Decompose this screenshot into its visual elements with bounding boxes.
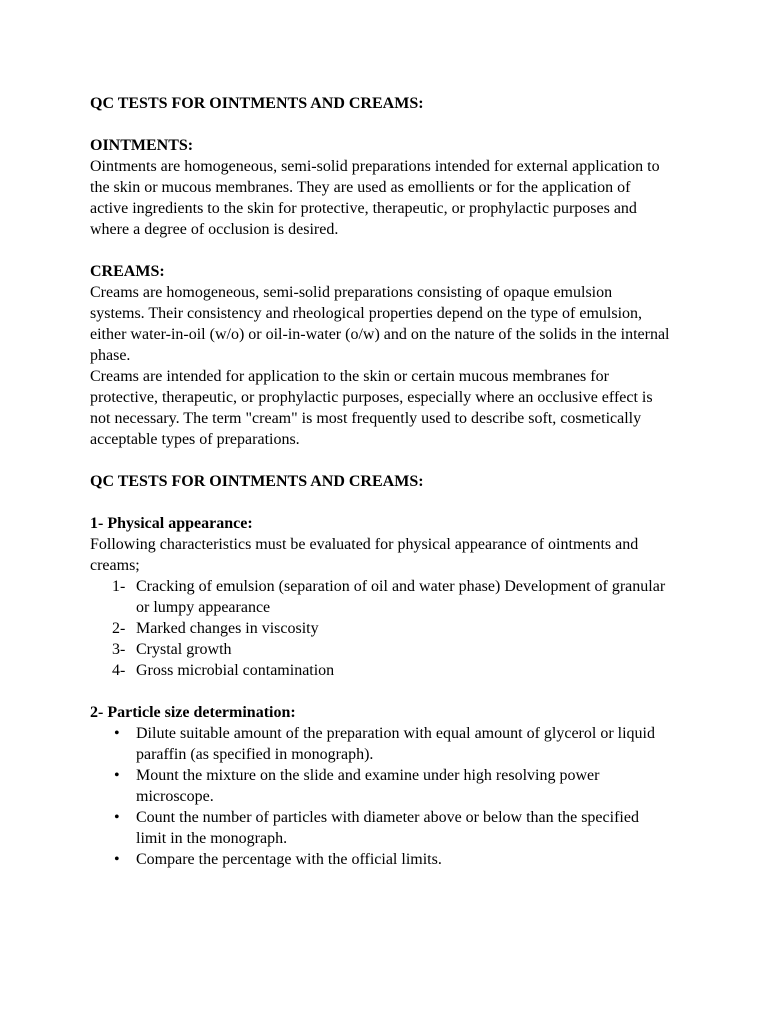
spacer: [90, 492, 670, 513]
list-item: [90, 660, 670, 681]
bullet-icon: •: [114, 767, 120, 784]
creams-heading: CREAMS:: [90, 263, 165, 280]
list-number: 3-: [112, 641, 126, 658]
spacer: [90, 114, 670, 135]
list-item: [90, 576, 670, 618]
particle-size-list: [90, 723, 670, 870]
physical-appearance-list: [90, 576, 670, 681]
list-item: [90, 849, 670, 870]
list-item-text: Gross microbial contamination: [136, 662, 335, 679]
ointments-paragraph: Ointments are homogeneous, semi-solid preparations intended for external application to the skin or mucous membranes. They are used as emollients or for the application of active ingredients to the skin for protective, therapeutic, or prophylactic purposes and where a degree of occlusion is desired.: [90, 158, 660, 238]
creams-paragraph-2: Creams are intended for application to the skin or certain mucous membranes for protective, therapeutic, or prophylactic purposes, especially where an occlusive effect is not necessary. The term "cream" is most frequently used to describe soft, cosmetically acceptable types of preparations.: [90, 368, 653, 448]
list-item: [90, 639, 670, 660]
particle-size-heading: 2- Particle size determination:: [90, 704, 296, 721]
bullet-icon: •: [114, 809, 120, 826]
list-item-text: Marked changes in viscosity: [136, 620, 319, 637]
document-page: [90, 93, 670, 870]
list-number: 1-: [112, 578, 126, 595]
spacer: [90, 681, 670, 702]
bullet-icon: •: [114, 851, 120, 868]
qc-tests-heading: QC TESTS FOR OINTMENTS AND CREAMS:: [90, 473, 424, 490]
list-item-text: Compare the percentage with the official limits.: [136, 851, 442, 868]
list-item: [90, 618, 670, 639]
list-item: [90, 807, 670, 849]
list-item-text: Cracking of emulsion (separation of oil and water phase) Development of granular or lumpy appearance: [136, 578, 666, 616]
list-number: 2-: [112, 620, 126, 637]
list-item-text: Count the number of particles with diameter above or below than the specified limit in the monograph.: [136, 809, 639, 847]
spacer: [90, 450, 670, 471]
list-item: [90, 765, 670, 807]
list-item: [90, 723, 670, 765]
creams-paragraph-1: Creams are homogeneous, semi-solid preparations consisting of opaque emulsion systems. Their consistency and rheological properties depend on the type of emulsion, either water-in-oil (w/o) or oil-in-water (o/w) and on the nature of the solids in the internal phase.: [90, 284, 670, 364]
physical-appearance-heading: 1- Physical appearance:: [90, 515, 253, 532]
list-number: 4-: [112, 662, 126, 679]
list-item-text: Mount the mixture on the slide and examine under high resolving power microscope.: [136, 767, 600, 805]
spacer: [90, 240, 670, 261]
bullet-icon: •: [114, 725, 120, 742]
document-title: QC TESTS FOR OINTMENTS AND CREAMS:: [90, 95, 424, 112]
list-item-text: Dilute suitable amount of the preparation with equal amount of glycerol or liquid paraffin (as specified in monograph).: [136, 725, 655, 763]
list-item-text: Crystal growth: [136, 641, 232, 658]
ointments-heading: OINTMENTS:: [90, 137, 194, 154]
physical-appearance-intro: Following characteristics must be evaluated for physical appearance of ointments and creams;: [90, 536, 639, 574]
